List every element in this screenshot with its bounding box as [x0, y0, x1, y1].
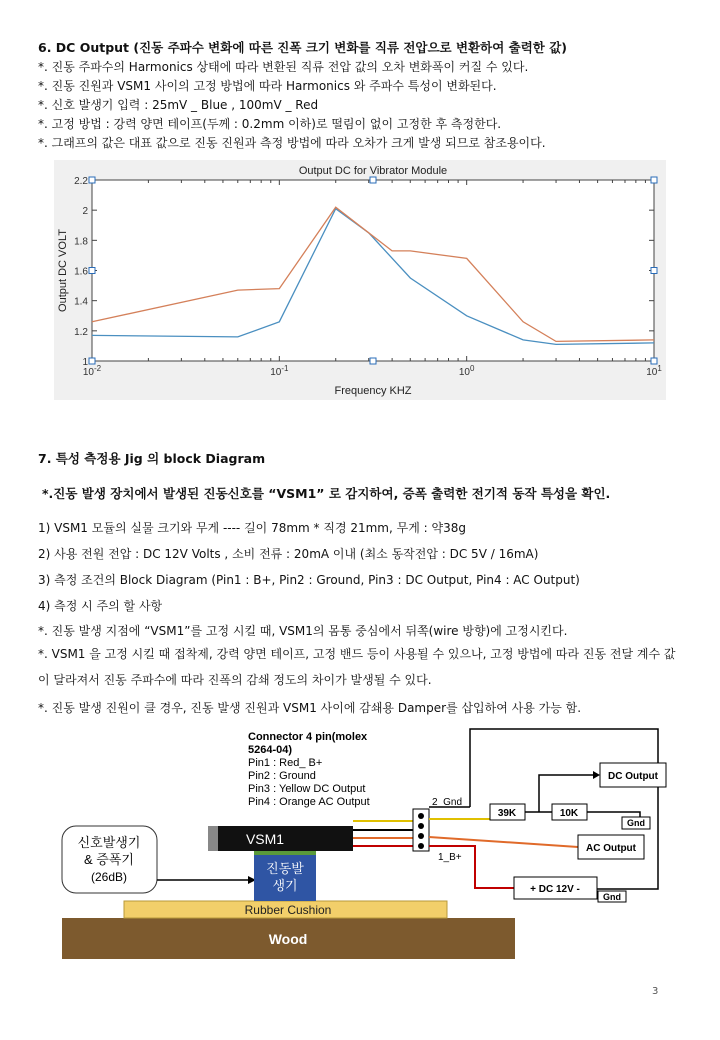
selection-handle [370, 177, 376, 183]
y-tick-label: 1.8 [74, 236, 88, 248]
section7-subheading: *.진동 발생 장치에서 발생된 진동신호를 “VSM1” 로 감지하여, 증폭 출력한 전기적 동작 특성을 확인. [42, 486, 611, 501]
y-tick-label: 1.2 [74, 326, 88, 338]
x-tick-label: $10^0$ [458, 364, 475, 378]
section7-last: *. 진동 발생 진원이 클 경우, 진동 발생 진원과 VSM1 사이에 감쇄용 Damper를 삽입하여 사용 가능 함. [38, 701, 582, 715]
vibrator-line-1: 진동발 [266, 861, 304, 876]
arrow-head-icon [593, 771, 600, 779]
page-number: 3 [652, 986, 659, 997]
section6-heading: 6. DC Output (진동 주파수 변화에 따른 진폭 크기 변화를 직류 전압으로 변환하여 출력한 값) [38, 40, 567, 55]
section7-item-1: 1) VSM1 모듈의 실물 크기와 무게 ---- 길이 78mm * 직경 21mm, 무게 : 약38g [38, 521, 466, 535]
dc-output-label: DC Output [608, 771, 658, 782]
gnd2-label: 2_Gnd [432, 797, 463, 808]
selection-handle [651, 177, 657, 183]
pin-3-label: Pin3 : Yellow DC Output [248, 783, 366, 795]
signal-gen-line-2: & 증폭기 [84, 852, 134, 867]
selection-handle [370, 358, 376, 364]
pin-dot [418, 843, 424, 849]
section6-bullet-4: *. 고정 방법 : 강력 양면 테이프(두께 : 0.2mm 이하)로 떨림이 없이 고정한 후 측정한다. [38, 117, 502, 131]
section7-paragraph: *. VSM1 을 고정 시킬 때 접착제, 강력 양면 테이프, 고정 밴드 등이 사용될 수 있으나, 고정 방법에 따라 진동 전달 계수 값이 달라져서 진동 주파수에 따라 진폭의 감쇄 정도의 차이가 발생될 수 있다. [38, 647, 676, 687]
power-supply-label: + DC 12V - [530, 884, 580, 895]
vibrator-line-2: 생기 [272, 878, 298, 893]
vsm1-cap [208, 826, 218, 851]
selection-handle [89, 177, 95, 183]
pin-dot [418, 833, 424, 839]
selection-handle [651, 268, 657, 274]
y-tick-label: 1.6 [74, 266, 88, 278]
selection-handle [651, 358, 657, 364]
b1-label: 1_B+ [438, 852, 462, 863]
section6-bullet-5: *. 그래프의 값은 대표 값으로 진동 진원과 측정 방법에 따라 오차가 크게 발생 되므로 참조용이다. [38, 136, 546, 150]
x-tick-label: $10^1$ [646, 364, 662, 378]
resistor-39k-label: 39K [497, 808, 517, 819]
section7-heading: 7. 특성 측정용 Jig 의 block Diagram [38, 451, 266, 466]
pin-2-label: Pin2 : Ground [248, 770, 316, 782]
y-tick-label: 2.2 [74, 176, 88, 187]
rubber-label: Rubber Cushion [244, 903, 332, 917]
connector-title-2: 5264-04) [248, 744, 293, 756]
vsm1-label: VSM1 [245, 831, 285, 847]
vsm1-tape [254, 851, 316, 855]
resistor-10k-label: 10K [559, 808, 579, 819]
y-axis-label: Output DC VOLT [57, 229, 69, 312]
selection-handle [89, 268, 95, 274]
section6-bullet-1: *. 진동 주파수의 Harmonics 상태에 따라 변환된 직류 전압 값의 오차 변화폭이 커질 수 있다. [38, 60, 529, 74]
x-tick-label: $10^{-2}$ [82, 364, 102, 378]
plot-area [92, 180, 654, 361]
wood-label: Wood [268, 931, 308, 947]
y-tick-label: 2 [82, 206, 88, 218]
ac-output-label: AC Output [586, 843, 636, 854]
signal-gen-line-3: (26dB) [90, 870, 128, 884]
block-diagram [0, 725, 720, 970]
selection-handle [89, 358, 95, 364]
section7-item-2: 2) 사용 전원 전압 : DC 12V Volts , 소비 전류 : 20mA 이내 (최소 동작전압 : DC 5V / 16mA) [38, 547, 539, 561]
section7-item-4: 4) 측정 시 주의 할 사항 [38, 599, 163, 613]
power-gnd-label: Gnd [603, 892, 621, 902]
vsm1-body [218, 826, 353, 851]
pin-dot [418, 823, 424, 829]
section6-bullet-3: *. 신호 발생기 입력 : 25mV _ Blue , 100mV _ Red [38, 98, 319, 112]
chart-svg [54, 160, 666, 400]
signal-gen-line-1: 신호발생기 [77, 835, 141, 850]
output-dc-chart [54, 160, 666, 400]
pin-1-label: Pin1 : Red_ B+ [248, 757, 323, 769]
pin-4-label: Pin4 : Orange AC Output [248, 796, 370, 808]
section7-item-5: *. 진동 발생 지점에 “VSM1”를 고정 시킬 때, VSM1의 몸통 중심에서 뒤쪽(wire 방향)에 고정시킨다. [38, 624, 568, 638]
x-axis-label: Frequency KHZ [334, 385, 412, 397]
y-tick-label: 1.4 [74, 296, 88, 308]
pin-dot [418, 813, 424, 819]
x-tick-label: $10^{-1}$ [270, 364, 289, 378]
chart-title: Output DC for Vibrator Module [298, 165, 448, 177]
gnd-label: Gnd [627, 818, 645, 828]
connector-title-1: Connector 4 pin(molex [248, 731, 368, 743]
section7-item-3: 3) 측정 조건의 Block Diagram (Pin1 : B+, Pin2 : Ground, Pin3 : DC Output, Pin4 : AC Output) [38, 573, 580, 587]
y-tick-label: 1 [82, 357, 88, 368]
section6-bullet-2: *. 진동 진원과 VSM1 사이의 고정 방법에 따라 Harmonics 와 주파수 특성이 변화된다. [38, 79, 497, 93]
